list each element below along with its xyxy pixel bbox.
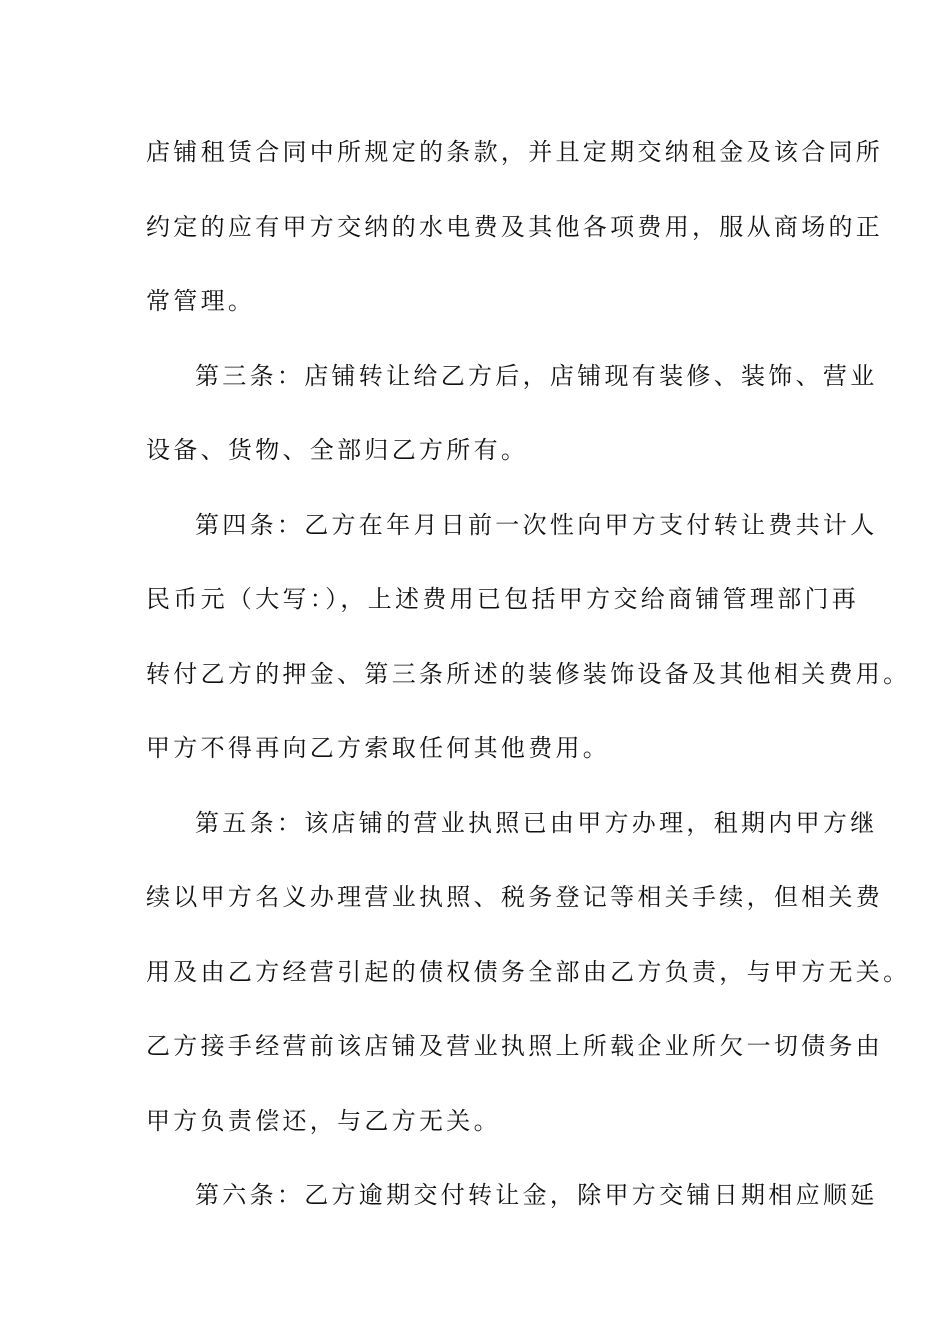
text-line: 用及由乙方经营引起的债权债务全部由乙方负责，与甲方无关。: [146, 957, 911, 986]
text-line: 甲方负责偿还，与乙方无关。: [146, 1106, 501, 1135]
clause-4-start: 第四条：乙方在年月日前一次性向甲方支付转让费共计人: [195, 510, 878, 539]
text-line: 乙方接手经营前该店铺及营业执照上所载企业所欠一切债务由: [146, 1032, 884, 1060]
contract-text: [146, 127, 911, 1245]
clause-3-start: 第三条：店铺转让给乙方后，店铺现有装修、装饰、营业: [195, 361, 878, 390]
clause-5-start: 第五条：该店铺的营业执照已由甲方办理，租期内甲方继: [195, 808, 878, 837]
text-line: 约定的应有甲方交纳的水电费及其他各项费用，服从商场的正: [146, 212, 884, 241]
text-line: 民币元（大写：），上述费用已包括甲方交给商铺管理部门再: [146, 585, 860, 613]
clause-6-start: 第六条：乙方逾期交付转让金，除甲方交铺日期相应顺延: [195, 1181, 878, 1209]
text-line: 续以甲方名义办理营业执照、税务登记等相关手续，但相关费: [146, 883, 884, 911]
text-line: 甲方不得再向乙方索取任何其他费用。: [146, 734, 611, 762]
text-line: 转付乙方的押金、第三条所述的装修装饰设备及其他相关费用。: [146, 659, 911, 688]
text-line: 店铺租赁合同中所规定的条款，并且定期交纳租金及该合同所: [146, 138, 884, 166]
text-line: 设备、货物、全部归乙方所有。: [146, 436, 529, 464]
text-line: 常管理。: [146, 287, 256, 315]
